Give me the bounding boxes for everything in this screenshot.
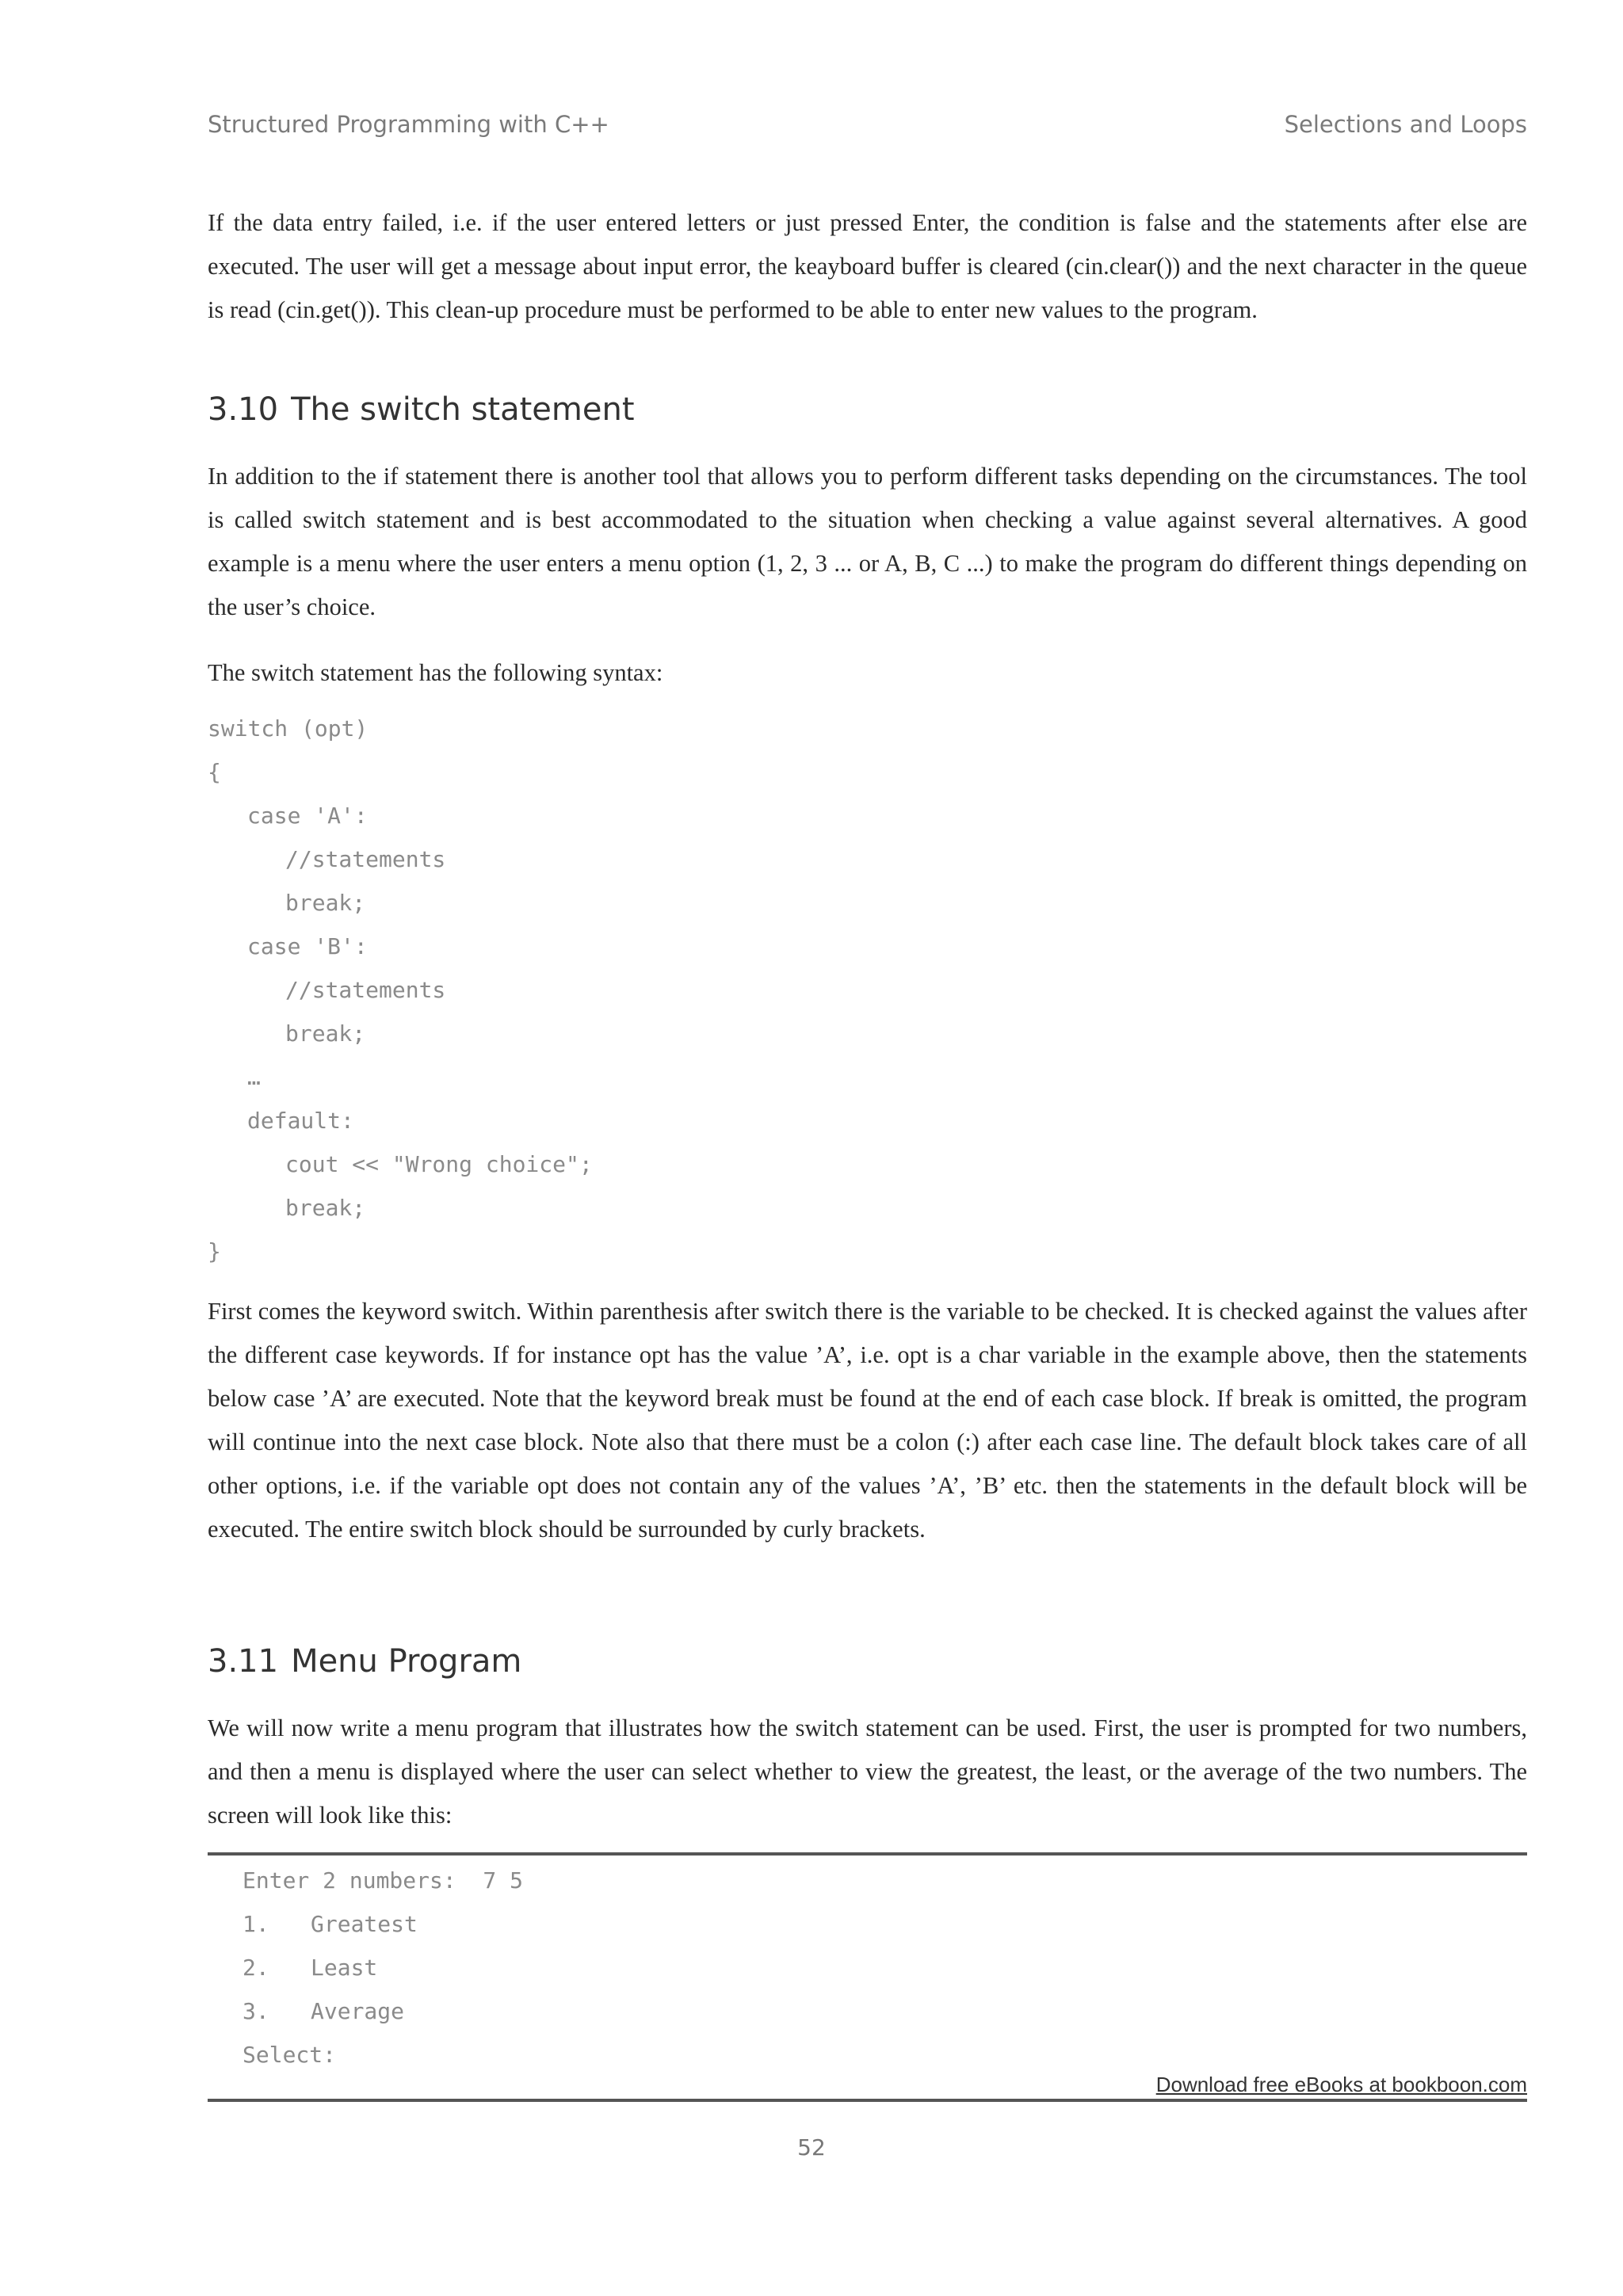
switch-paragraph-3: First comes the keyword switch. Within parenthesis after switch there is the variable to be checked. It is checked against the values after the different case keywords. If for instance opt has the value ’A’, i.e. opt is a char variable in the example above, then the statements below case ’A’ are executed. Note that the keyword break must be found at the end of each case block. If break is omitted, the program will continue into the next case block. Note also that there must be a colon (:) after each case line. The default block takes care of all other options, i.e. if the variable opt does not contain any of the values ’A’, ’B’ etc. then the statements in the default block will be executed. The entire switch block should be surrounded by curly brackets. [208, 1298, 1527, 1543]
code-line: //statements [285, 977, 446, 1003]
code-line: break; [285, 1195, 366, 1221]
page-number: 52 [797, 2134, 826, 2161]
console-option: 2. Least [242, 1955, 378, 1981]
section-number: 3.11 [208, 1643, 279, 1680]
switch-paragraph-2: The switch statement has the following syntax: [208, 659, 663, 686]
console-prompt: Enter 2 numbers: 7 5 [242, 1867, 524, 1894]
top-rule [208, 1852, 1527, 1855]
console-select: Select: [242, 2042, 337, 2068]
code-line: case 'B': [247, 933, 368, 959]
code-line: break; [285, 890, 366, 916]
header-chapter-title: Selections and Loops [1284, 111, 1527, 138]
console-option: 1. Greatest [242, 1911, 418, 1937]
code-line: case 'A': [247, 803, 368, 829]
code-line: … [247, 1064, 261, 1090]
switch-paragraph-1-block [208, 455, 1527, 629]
code-line: //statements [285, 846, 446, 872]
switch-paragraph-2-block [208, 651, 1527, 695]
menu-paragraph-block [208, 1707, 1527, 1837]
switch-paragraph-1: In addition to the if statement there is another tool that allows you to perform different tasks depending on the circumstances. The tool is called switch statement and is best accommodated to the situation when checking a value against several alternatives. A good example is a menu where the user enters a menu option (1, 2, 3 ... or A, B, C ...) to make the program do different things depending on the user’s choice. [208, 463, 1527, 620]
menu-paragraph: We will now write a menu program that illustrates how the switch statement can be used. First, the user is prompted for two numbers, and then a menu is displayed where the user can select whether to view the greatest, the least, or the average of the two numbers. The screen will look like this: [208, 1714, 1527, 1829]
intro-paragraph: If the data entry failed, i.e. if the user entered letters or just pressed Enter, the condition is false and the statements after else are executed. The user will get a message about input error, the keayboard buffer is cleared (cin.clear()) and the next character in the queue is read (cin.get()). This clean-up procedure must be performed to be able to enter new values to the program. [208, 209, 1527, 323]
section-number: 3.10 [208, 391, 279, 428]
code-line: { [208, 759, 221, 785]
code-line: default: [247, 1108, 354, 1134]
code-line: cout << "Wrong choice"; [285, 1151, 593, 1177]
console-screen-example [208, 1852, 1527, 2103]
section-heading-menu [208, 1643, 1527, 1680]
code-line: switch (opt) [208, 715, 369, 742]
section-heading-switch [208, 391, 1527, 428]
switch-paragraph-3-block [208, 1290, 1527, 1551]
running-header [208, 111, 1527, 146]
code-line: break; [285, 1020, 366, 1047]
code-line: } [208, 1238, 221, 1264]
section-title: The switch statement [291, 391, 635, 428]
section-title: Menu Program [291, 1643, 522, 1680]
download-link[interactable]: Download free eBooks at bookboon.com [1155, 2073, 1527, 2096]
console-option: 3. Average [242, 1998, 405, 2024]
header-book-title: Structured Programming with C++ [208, 111, 609, 138]
intro-paragraph-block [208, 201, 1527, 332]
bottom-rule [208, 2099, 1527, 2102]
